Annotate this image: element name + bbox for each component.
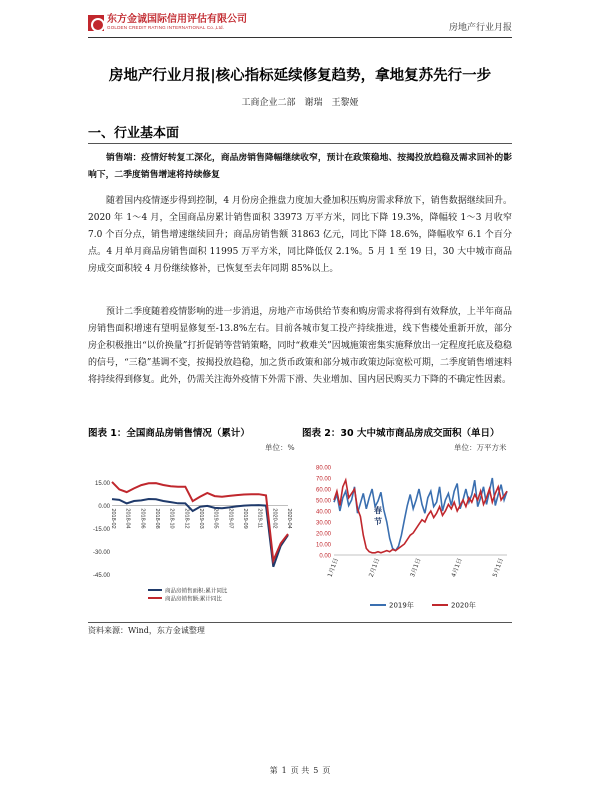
legend-label: 商品房销售面积:累计同比 xyxy=(165,588,228,595)
y-tick-label: -15.00 xyxy=(92,527,110,533)
x-tick-label: 2018-10 xyxy=(168,508,175,529)
footer-page-number: 1 xyxy=(281,766,287,775)
x-tick-label: 1月1日 xyxy=(326,557,340,579)
footer-middle: 页 共 xyxy=(290,766,310,775)
annotation-spring-festival: 节 xyxy=(374,517,382,527)
x-tick-label: 2月1日 xyxy=(367,557,382,579)
x-tick-label: 2018-02 xyxy=(110,508,116,529)
x-tick-label: 4月1日 xyxy=(450,557,464,579)
logo-chinese-name: 东方金诚国际信用评估有限公司 xyxy=(107,14,247,25)
x-tick-label: 2018-12 xyxy=(183,508,190,529)
logo-english-name: GOLDEN CREDIT RATING INTERNATIONAL Co.,Ltd. xyxy=(107,25,225,30)
logo-icon xyxy=(88,15,104,31)
x-tick-label: 2020-02 xyxy=(271,508,278,529)
body-paragraph-2: 预计二季度随着疫情影响的进一步消退，房地产市场供给节奏和购房需求将得到有效释放，上半年商品房销售面积增速有望明显修复至-13.8%左右。目前各城市复工投产持续推进，线下售楼处重新开放，部分房企积极推出“以价换量”打折促销等营销策略，同时“救难关”因城施策密集实施释放出一定程度托底及稳稳的信号，“三稳”基调不变，按揭投放趋稳，加之货币政策和部分城市政策边际宽松可期，二季度销售增速料将持续得到修复。此外，仍需关注海外疫情下外需下滑、失业增加、国内居民购买力下降的不确定性因素。 xyxy=(88,307,512,385)
source-divider xyxy=(88,622,512,623)
x-tick-label: 5月1日 xyxy=(491,557,505,579)
y-tick-label: 50.00 xyxy=(315,498,331,505)
page-header xyxy=(88,12,512,38)
y-tick-label: 80.00 xyxy=(315,465,331,472)
x-tick-label: 2018-06 xyxy=(139,508,146,529)
y-tick-label: -45.00 xyxy=(92,573,110,580)
y-tick-label: 60.00 xyxy=(315,487,331,494)
series-line-2 xyxy=(334,480,507,553)
legend-label: 2019年 xyxy=(389,601,414,610)
y-tick-label: 40.00 xyxy=(315,509,331,516)
figure-2-unit: 单位：万平方米 xyxy=(454,443,507,452)
y-tick-label: 15.00 xyxy=(94,480,110,487)
data-source: 资料来源：Wind，东方金诚整理 xyxy=(88,626,205,635)
section-divider xyxy=(88,143,512,144)
legend-label: 商品房销售额:累计同比 xyxy=(165,596,222,603)
report-authors: 工商企业二部 谢瑞 王黎娅 xyxy=(241,98,359,108)
annotation-spring-festival: 春 xyxy=(374,506,382,516)
x-tick-label: 2018-08 xyxy=(154,508,160,529)
chart-1-sales-yoy xyxy=(88,455,300,620)
x-tick-label: 2018-04 xyxy=(124,508,131,529)
y-tick-label: 0.00 xyxy=(98,503,110,510)
figure-2-title: 图表 2：30 大中城市商品房成交面积（单日） xyxy=(302,428,500,439)
x-tick-label: 2019-03 xyxy=(198,508,204,529)
legend-label: 2020年 xyxy=(451,601,476,610)
body-paragraph-1: 随着国内疫情逐步得到控制，4 月份房企推盘力度加大叠加积压购房需求释放下，销售数据继续回升。2020 年 1～4 月，全国商品房累计销售面积 33973 万平方米，同比下降 19.3%，降幅较 1～3 月收窄 7.0 个百分点，销售增速继续回升；商品房销售额 31863 亿元，同比下降 18.6%，降幅收窄 6.1 个百分点。4 月单月商品房销售面积 11995 万平方米，同比降低仅 2.1%。5 月 1 至 19 日，30 大中城市商品房成交面积较 4 月份继续修补，已恢复至去年同期 85%以上。 xyxy=(88,196,512,274)
footer-prefix: 第 xyxy=(269,766,278,775)
y-tick-label: 0.00 xyxy=(319,553,331,560)
page-footer xyxy=(0,765,600,776)
chart-2-city-transactions xyxy=(302,455,512,620)
x-tick-label: 2019-11 xyxy=(256,508,263,529)
footer-suffix: 页 xyxy=(322,766,331,775)
header-report-type: 房地产行业月报 xyxy=(448,23,512,33)
section-heading: 一、行业基本面 xyxy=(88,126,180,141)
x-tick-label: 2020-04 xyxy=(286,508,292,529)
y-tick-label: 30.00 xyxy=(315,520,331,527)
y-tick-label: -30.00 xyxy=(92,550,110,557)
y-tick-label: 20.00 xyxy=(315,531,331,538)
y-tick-label: 10.00 xyxy=(315,542,331,549)
x-tick-label: 3月1日 xyxy=(409,557,423,579)
company-logo xyxy=(88,14,247,31)
report-title: 房地产行业月报|核心指标延续修复趋势，拿地复苏先行一步 xyxy=(108,68,492,84)
x-tick-label: 2019-05 xyxy=(212,508,219,529)
figure-1-unit: 单位：% xyxy=(265,443,295,452)
summary-paragraph: 销售端：疫情好转复工深化，商品房销售降幅继续收窄，预计在政策稳地、按揭投放趋稳及需求回补的影响下，二季度销售增速将持续修复 xyxy=(88,153,512,180)
x-tick-label: 2019-09 xyxy=(242,508,248,529)
x-tick-label: 2019-07 xyxy=(227,508,234,529)
figure-1-title: 图表 1：全国商品房销售情况（累计） xyxy=(88,428,250,439)
footer-total-pages: 5 xyxy=(313,766,319,775)
y-tick-label: 70.00 xyxy=(315,476,331,483)
